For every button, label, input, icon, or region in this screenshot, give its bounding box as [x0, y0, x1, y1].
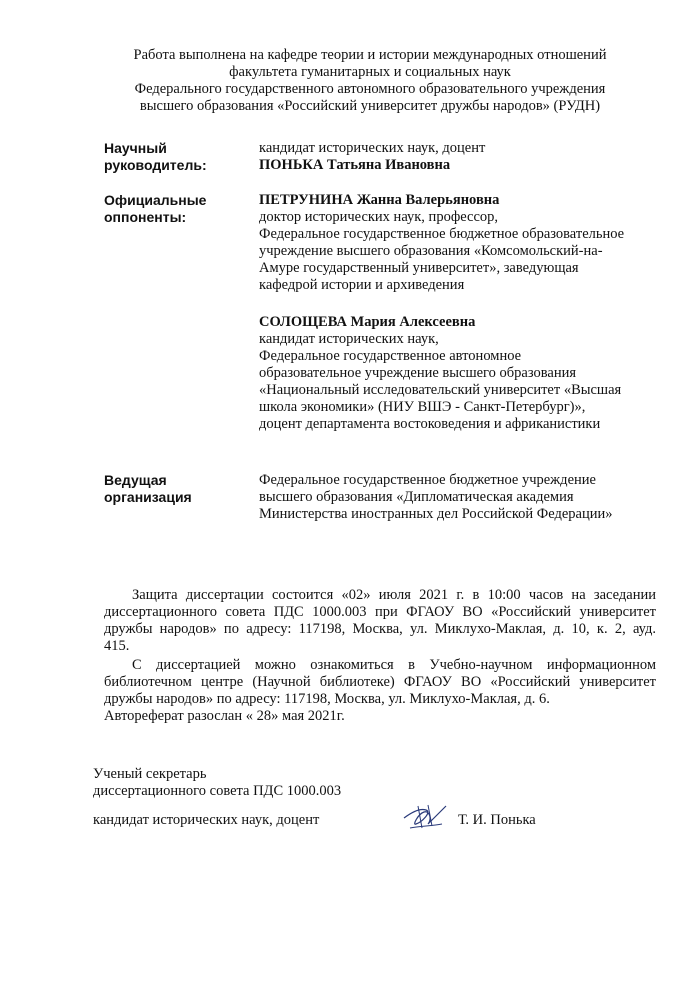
label-line: оппоненты: [104, 209, 187, 225]
paragraph-line: С диссертацией можно ознакомиться в Учебно-научном информационном [132, 657, 656, 673]
paragraph-line: дружбы народов» по адресу: 117198, Москва, ул. Миклухо-Маклая, д. 10, к. 2, ауд. [104, 621, 656, 637]
secretary-title [93, 766, 341, 800]
paragraph-line: библиотечном центре (Научной библиотеке) ФГАОУ ВО «Российский университет [104, 674, 656, 690]
opponent-line: кандидат исторических наук, [259, 331, 439, 347]
opponent-line: школа экономики» (НИУ ВШЭ - Санкт-Петербург)», [259, 399, 586, 415]
opponent-line: Федеральное государственное автономное [259, 348, 522, 364]
organization-line: Министерства иностранных дел Российской Федерации» [259, 506, 613, 522]
defense-paragraph [104, 587, 656, 655]
opponent-line: образовательное учреждение высшего образования [259, 365, 577, 381]
secretary-name: Т. И. Понька [458, 812, 536, 828]
signature-icon [402, 802, 448, 832]
secretary-line: Ученый секретарь [93, 766, 207, 782]
header-line: высшего образования «Российский университет дружбы народов» (РУДН) [139, 98, 601, 114]
header-line: Работа выполнена на кафедре теории и истории международных отношений [133, 47, 607, 63]
opponent-name: СОЛОЩЕВА Мария Алексеевна [259, 314, 476, 330]
institution-header [100, 47, 640, 115]
opponent-name: ПЕТРУНИНА Жанна Валерьяновна [259, 192, 500, 208]
paragraph-line: дружбы народов» по адресу: 117198, Москва, ул. Миклухо-Маклая, д. 6. [104, 691, 550, 707]
opponent-line: кафедрой истории и архиведения [259, 277, 465, 293]
supervisor-name: ПОНЬКА Татьяна Ивановна [259, 157, 451, 173]
opponent-line: учреждение высшего образования «Комсомольский-на- [259, 243, 603, 259]
label-line: организация [104, 489, 192, 505]
label-line: руководитель: [104, 157, 207, 173]
supervisor-degree: кандидат исторических наук, доцент [259, 140, 486, 156]
opponent-line: Федеральное государственное бюджетное образовательное [259, 226, 625, 242]
opponent-line: «Национальный исследовательский университет «Высшая [259, 382, 622, 398]
header-line: факультета гуманитарных и социальных наук [229, 64, 511, 80]
opponent-first [259, 192, 659, 294]
library-paragraph [104, 657, 656, 725]
leading-organization-value [259, 472, 659, 523]
paragraph-line: 415. [104, 638, 130, 654]
label-line: Научный [104, 140, 167, 156]
opponent-second [259, 314, 659, 433]
opponent-line: Амуре государственный университет», заведующая [259, 260, 579, 276]
paragraph-line: Защита диссертации состоится «02» июля 2021 г. в 10:00 часов на заседании [132, 587, 656, 603]
supervisor-label [104, 140, 254, 174]
opponents-label [104, 192, 254, 226]
supervisor-value [259, 140, 659, 174]
opponent-line: доктор исторических наук, профессор, [259, 209, 499, 225]
organization-line: Федеральное государственное бюджетное учреждение [259, 472, 596, 488]
secretary-line: диссертационного совета ПДС 1000.003 [93, 783, 342, 799]
organization-line: высшего образования «Дипломатическая академия [259, 489, 574, 505]
paragraph-line: диссертационного совета ПДС 1000.003 при ФГАОУ ВО «Российский университет [104, 604, 656, 620]
label-line: Официальные [104, 192, 207, 208]
header-line: Федерального государственного автономного образовательного учреждения [134, 81, 606, 97]
secretary-degree: кандидат исторических наук, доцент [93, 812, 320, 828]
opponent-line: доцент департамента востоковедения и африканистики [259, 416, 601, 432]
leading-organization-label [104, 472, 254, 506]
label-line: Ведущая [104, 472, 167, 488]
abstract-sent-date: Автореферат разослан « 28» мая 2021г. [104, 708, 345, 724]
